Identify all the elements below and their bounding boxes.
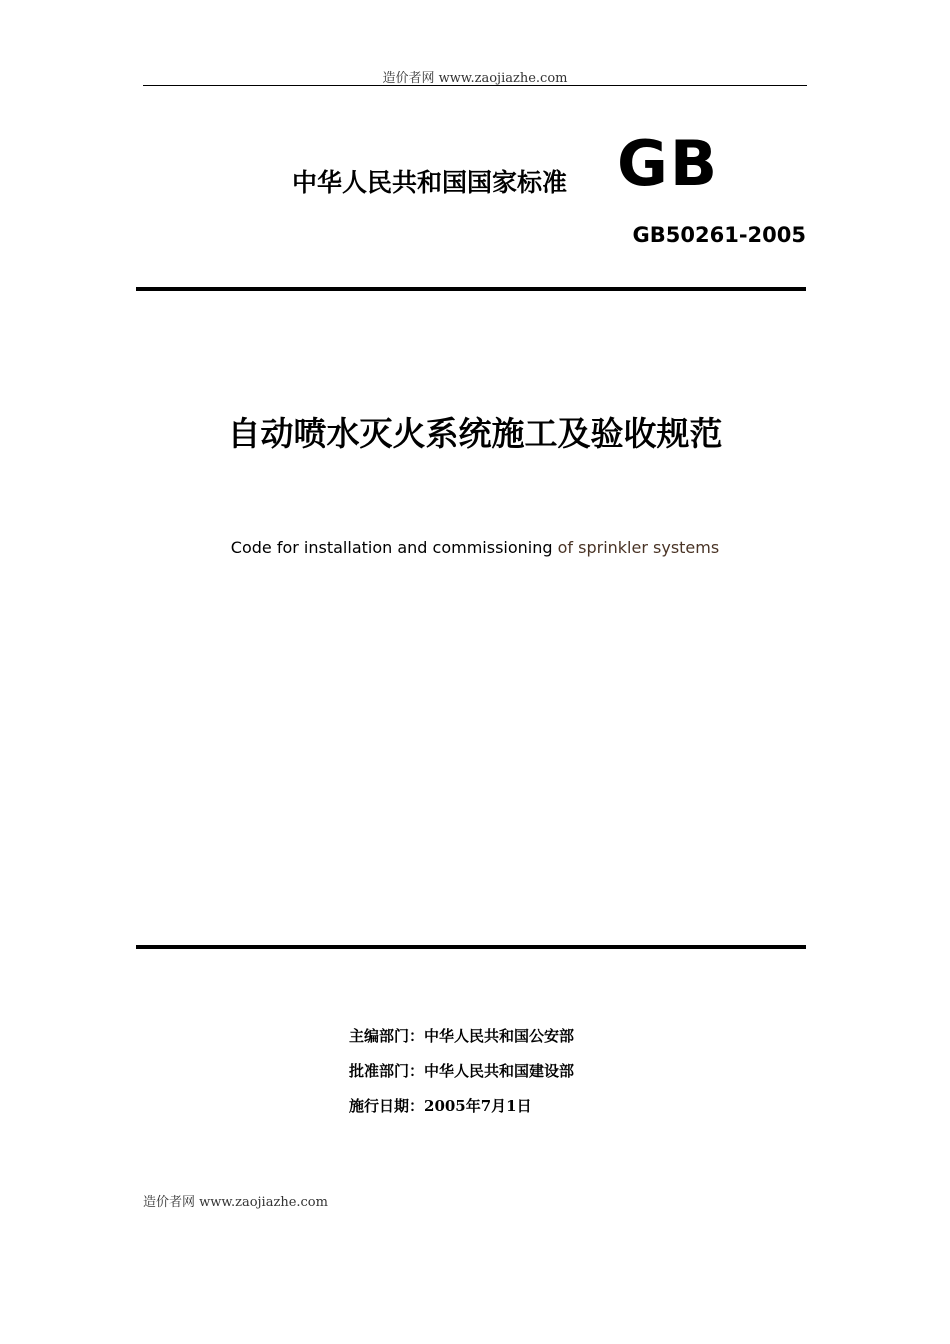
- chief-editor-line: 主编部门：中华人民共和国公安部: [349, 1027, 575, 1045]
- document-title-chinese: 自动喷水灭火系统施工及验收规范: [227, 414, 723, 453]
- header-divider: [143, 85, 807, 86]
- effective-date-line: 施行日期：2005年7月1日: [349, 1097, 532, 1115]
- gb-logo: GB: [617, 127, 720, 200]
- title-english-part-2: of sprinkler systems: [557, 538, 720, 557]
- national-standard-label: 中华人民共和国国家标准: [292, 168, 568, 197]
- bottom-thick-divider: [136, 945, 806, 949]
- standard-number: GB50261-2005: [632, 223, 806, 247]
- document-title-english: [0, 538, 950, 557]
- page-footer-text: 造价者网 www.zaojiazhe.com: [143, 1195, 328, 1210]
- top-thick-divider: [136, 287, 806, 291]
- title-english-part-1: Code for installation and commissioning: [230, 538, 558, 557]
- page-header-text: 造价者网 www.zaojiazhe.com: [382, 71, 568, 86]
- approver-line: 批准部门：中华人民共和国建设部: [349, 1062, 575, 1080]
